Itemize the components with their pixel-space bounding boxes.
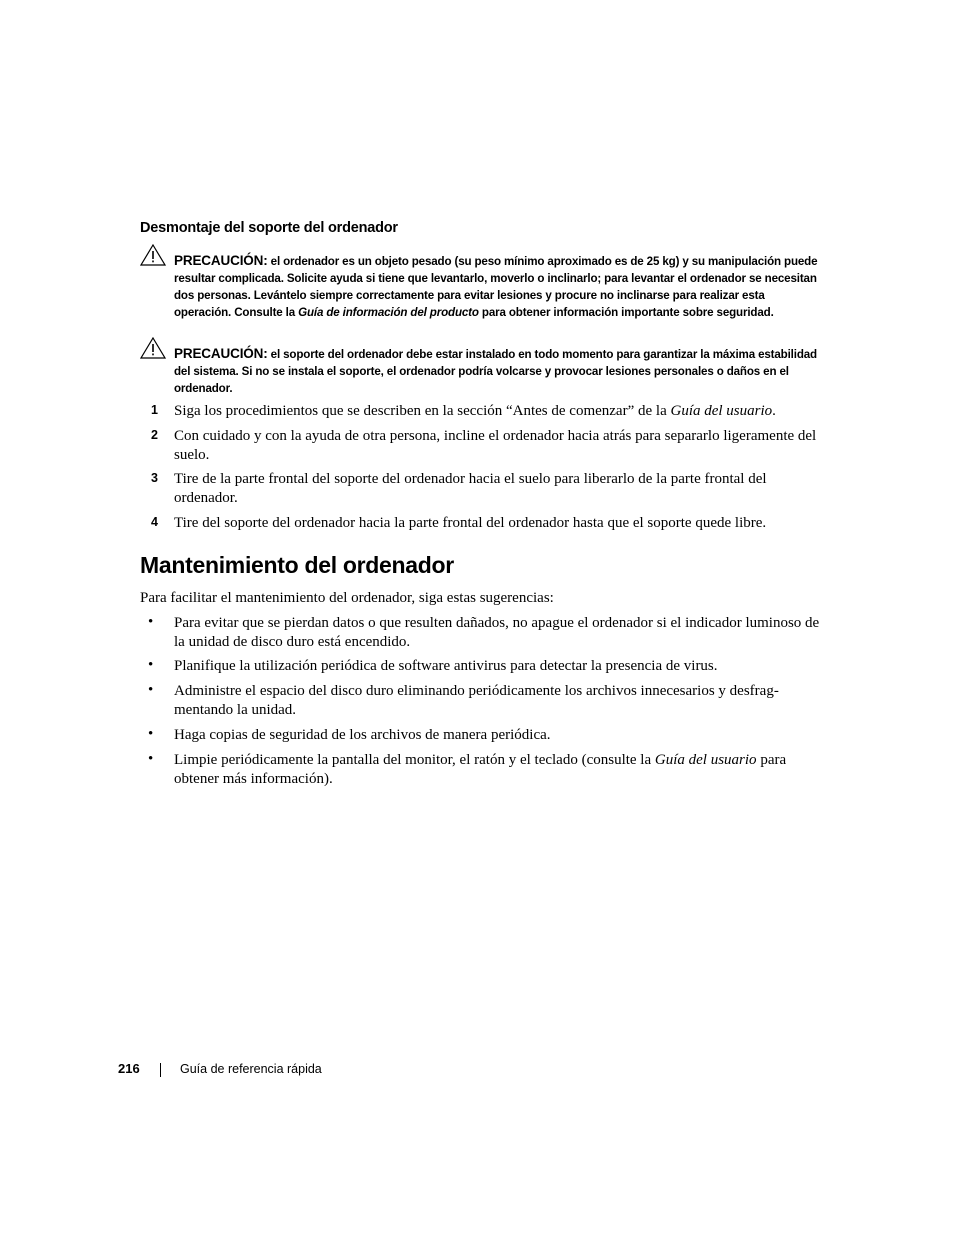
bullet-text: Haga copias de seguridad de los archivos de manera periódica. bbox=[174, 727, 551, 743]
list-item bbox=[140, 514, 820, 533]
bullet-text-part: Limpie periódicamente la pantalla del monitor, el ratón y el teclado (consulte la bbox=[174, 752, 655, 768]
list-item bbox=[140, 751, 820, 789]
page-number: 216 bbox=[118, 1061, 140, 1076]
caution-reference: Guía de información del producto bbox=[298, 306, 479, 319]
bullet-text: Para evitar que se pierdan datos o que resulten dañados, no apague el ordenador si el indicador luminoso de la unidad de disco duro está encendido. bbox=[174, 615, 820, 650]
footer-doc-title: Guía de referencia rápida bbox=[180, 1062, 322, 1076]
step-text: Tire del soporte del ordenador hacia la parte frontal del ordenador hasta que el soporte quede libre. bbox=[174, 515, 767, 531]
bullet-icon: • bbox=[148, 614, 154, 630]
bullet-text-end: para obtener más información). bbox=[174, 752, 787, 787]
step-number: 1 bbox=[151, 403, 158, 417]
bullet-text: Planifique la utilización periódica de software antivirus para detectar la presencia de virus. bbox=[174, 658, 718, 674]
intro-text: Para facilitar el mantenimiento del ordenador, siga estas sugerencias: bbox=[140, 590, 554, 606]
step-text: Tire de la parte frontal del soporte del ordenador hacia el suelo para liberarlo de la parte frontal del ordenador. bbox=[174, 471, 767, 506]
step-text bbox=[174, 402, 820, 421]
list-item bbox=[140, 657, 820, 676]
list-item bbox=[140, 614, 820, 652]
step-reference: Guía del usuario bbox=[670, 403, 773, 419]
caution-body: el soporte del ordenador debe estar instalado en todo momento para garantizar la máxima estabilidad del sistema. Si no se instala el soporte, el ordenador podría volcarse y provocar lesiones personales o daños en el ordenador. bbox=[174, 348, 817, 395]
bullet-text bbox=[174, 751, 820, 789]
bullet-icon: • bbox=[148, 657, 154, 673]
page-heading: Mantenimiento del ordenador bbox=[140, 552, 454, 578]
step-number: 3 bbox=[151, 471, 158, 485]
bullet-icon: • bbox=[148, 751, 154, 767]
section-title: Desmontaje del soporte del ordenador bbox=[140, 220, 398, 236]
list-item bbox=[140, 427, 820, 465]
caution-label: PRECAUCIÓN: bbox=[174, 346, 268, 361]
step-text-end: . bbox=[772, 403, 776, 419]
footer-divider bbox=[160, 1063, 161, 1077]
caution-text bbox=[174, 252, 820, 321]
step-number: 2 bbox=[151, 428, 158, 442]
warning-triangle-icon bbox=[140, 244, 166, 266]
bullet-icon: • bbox=[148, 726, 154, 742]
bullet-icon: • bbox=[148, 682, 154, 698]
caution-body-end: para obtener información importante sobre seguridad. bbox=[478, 306, 774, 319]
list-item bbox=[140, 470, 820, 508]
bullet-text: Administre el espacio del disco duro eliminando periódicamente los archivos innecesarios y desfrag-mentando la unidad. bbox=[174, 683, 779, 718]
bullet-reference: Guía del usuario bbox=[654, 752, 757, 768]
caution-block bbox=[140, 345, 820, 397]
step-text-part: Siga los procedimientos que se describen en la sección “Antes de comenzar” de la bbox=[174, 403, 671, 419]
warning-triangle-icon bbox=[140, 337, 166, 359]
list-item bbox=[140, 726, 820, 745]
list-item bbox=[140, 682, 820, 720]
caution-label: PRECAUCIÓN: bbox=[174, 253, 268, 268]
caution-block bbox=[140, 252, 820, 321]
caution-body: el ordenador es un objeto pesado (su peso mínimo aproximado es de 25 kg) y su manipulación puede resultar complicada. Solicite ayuda si tiene que levantarlo, moverlo o inclinarlo; para levantar el ordenador se necesitan dos personas. Levántelo siempre correctamente para evitar lesiones y procure no inclinarse para realizar esta operación. Consulte la bbox=[174, 255, 818, 319]
step-text: Con cuidado y con la ayuda de otra persona, incline el ordenador hacia atrás para separarlo ligeramente del suelo. bbox=[174, 428, 817, 463]
step-number: 4 bbox=[151, 515, 158, 529]
caution-text bbox=[174, 345, 820, 397]
list-item bbox=[140, 402, 820, 421]
